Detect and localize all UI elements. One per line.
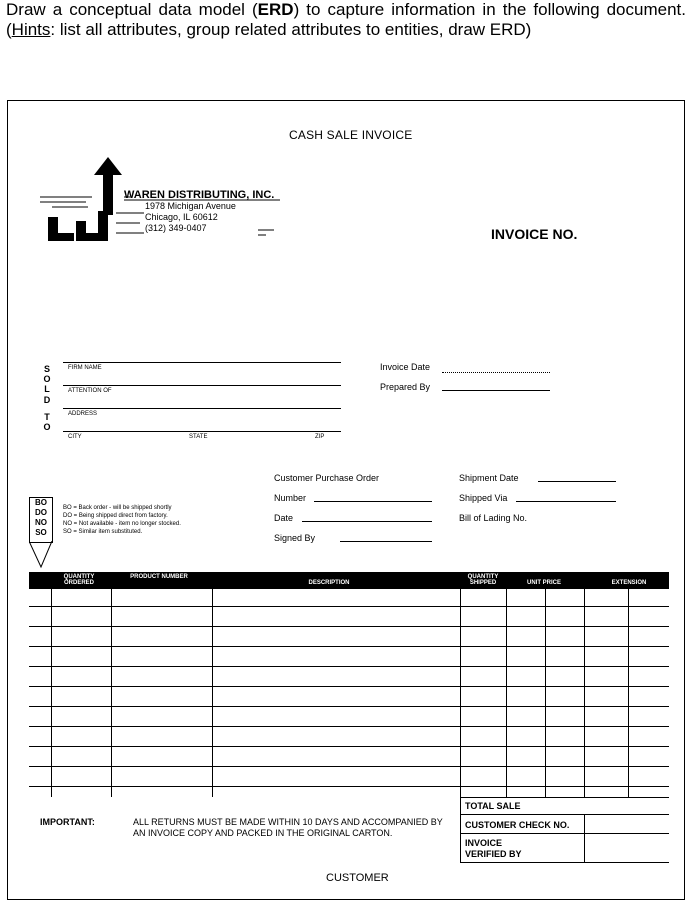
company-address-2: Chicago, IL 60612 bbox=[145, 212, 218, 222]
city-label: CITY bbox=[68, 434, 82, 440]
company-address-1: 1978 Michigan Avenue bbox=[145, 201, 236, 211]
th-extension: EXTENSION bbox=[611, 580, 647, 586]
sold-to-letter-t: T bbox=[44, 412, 50, 422]
th-unit-price: UNIT PRICE bbox=[526, 580, 561, 586]
instr-text-2: ) to capture information in the following document. ( bbox=[6, 0, 686, 39]
instr-erd: ERD bbox=[257, 0, 294, 19]
signed-by-label: Signed By bbox=[274, 533, 316, 543]
shipment-date-line[interactable] bbox=[538, 481, 616, 482]
returns-policy: ALL RETURNS MUST BE MADE WITHIN 10 DAYS AND ACCOMPANIED BY AN INVOICE COPY AND PACKED IN THE ORIGINAL CARTON. bbox=[133, 817, 443, 838]
invoice-title: CASH SALE INVOICE bbox=[289, 128, 413, 142]
firm-name-label: FIRM NAME bbox=[68, 365, 102, 371]
code-do: DO bbox=[35, 508, 47, 517]
sold-to-letter-l: L bbox=[44, 384, 50, 394]
instr-text-1: Draw a conceptual data model ( bbox=[6, 0, 258, 19]
total-sale-line[interactable] bbox=[460, 814, 669, 815]
table-row[interactable] bbox=[29, 666, 669, 667]
cpo-number-line[interactable] bbox=[314, 501, 432, 502]
legend-no: NO = Not available - item no longer stocked. bbox=[63, 521, 181, 527]
invoice-no-label: INVOICE NO. bbox=[491, 226, 578, 242]
legend-bo: BO = Back order - will be shipped shortly bbox=[63, 505, 172, 511]
state-label: STATE bbox=[189, 434, 208, 440]
bill-of-lading-label: Bill of Lading No. bbox=[459, 513, 528, 523]
invoice-verified-by-label: INVOICE VERIFIED BY bbox=[465, 838, 522, 859]
city-line[interactable] bbox=[63, 431, 341, 432]
total-sale-label: TOTAL SALE bbox=[465, 801, 521, 811]
th-description: DESCRIPTION bbox=[308, 580, 350, 586]
table-row[interactable] bbox=[29, 786, 669, 787]
legend-do: DO = Being shipped direct from factory. bbox=[63, 513, 168, 519]
address-line[interactable] bbox=[63, 408, 341, 409]
code-no: NO bbox=[35, 518, 47, 527]
important-label: IMPORTANT: bbox=[40, 817, 95, 827]
shipped-via-label: Shipped Via bbox=[459, 493, 508, 503]
check-no-line[interactable] bbox=[460, 833, 669, 834]
instructions bbox=[6, 0, 686, 40]
instr-hints: Hints bbox=[11, 20, 51, 39]
instr-text-3: : list all attributes, group related attributes to entities, draw ERD) bbox=[50, 20, 532, 39]
code-so: SO bbox=[35, 528, 47, 537]
cpo-label: Customer Purchase Order bbox=[274, 473, 380, 483]
th-qty-ordered: QUANTITY ORDERED bbox=[63, 574, 95, 586]
cpo-date-label: Date bbox=[274, 513, 294, 523]
table-row[interactable] bbox=[29, 746, 669, 747]
th-qty-shipped: QUANTITY SHIPPED bbox=[467, 574, 499, 586]
verified-by-line[interactable] bbox=[460, 862, 669, 863]
company-name: WAREN DISTRIBUTING, INC. bbox=[124, 189, 275, 201]
legend-so: SO = Similar item substituted. bbox=[63, 529, 143, 535]
prepared-by-label: Prepared By bbox=[380, 382, 431, 392]
table-row[interactable] bbox=[29, 606, 669, 607]
cpo-date-line[interactable] bbox=[302, 521, 432, 522]
shipment-date-label: Shipment Date bbox=[459, 473, 519, 483]
code-bo: BO bbox=[35, 498, 47, 507]
table-row[interactable] bbox=[29, 726, 669, 727]
customer-copy-label: CUSTOMER bbox=[326, 872, 389, 884]
th-product-number: PRODUCT NUMBER bbox=[130, 574, 188, 580]
table-row[interactable] bbox=[29, 706, 669, 707]
line-items-header bbox=[29, 572, 669, 589]
table-row[interactable] bbox=[29, 766, 669, 767]
company-phone: (312) 349-0407 bbox=[145, 223, 207, 233]
table-row[interactable] bbox=[29, 686, 669, 687]
codes-arrow-icon bbox=[29, 541, 53, 569]
sold-to-letter-o: O bbox=[43, 374, 51, 384]
table-row[interactable] bbox=[29, 646, 669, 647]
sold-to-letter-d: D bbox=[43, 395, 51, 405]
shipped-via-line[interactable] bbox=[516, 501, 616, 502]
customer-check-no-label: CUSTOMER CHECK NO. bbox=[465, 820, 570, 830]
firm-name-line[interactable] bbox=[63, 362, 341, 363]
zip-label: ZIP bbox=[315, 434, 325, 440]
attention-line[interactable] bbox=[63, 385, 341, 386]
sold-to-letter-s: S bbox=[43, 364, 50, 374]
table-row[interactable] bbox=[29, 626, 669, 627]
prepared-by-line[interactable] bbox=[442, 390, 550, 391]
invoice-date-line[interactable] bbox=[442, 372, 550, 373]
address-label: ADDRESS bbox=[68, 411, 98, 417]
signed-by-line[interactable] bbox=[340, 541, 432, 542]
sold-to-letter-o2: O bbox=[43, 422, 51, 432]
cpo-number-label: Number bbox=[274, 493, 307, 503]
attention-label: ATTENTION OF bbox=[68, 388, 112, 394]
invoice-date-label: Invoice Date bbox=[380, 362, 431, 372]
status-codes-box bbox=[29, 497, 53, 543]
